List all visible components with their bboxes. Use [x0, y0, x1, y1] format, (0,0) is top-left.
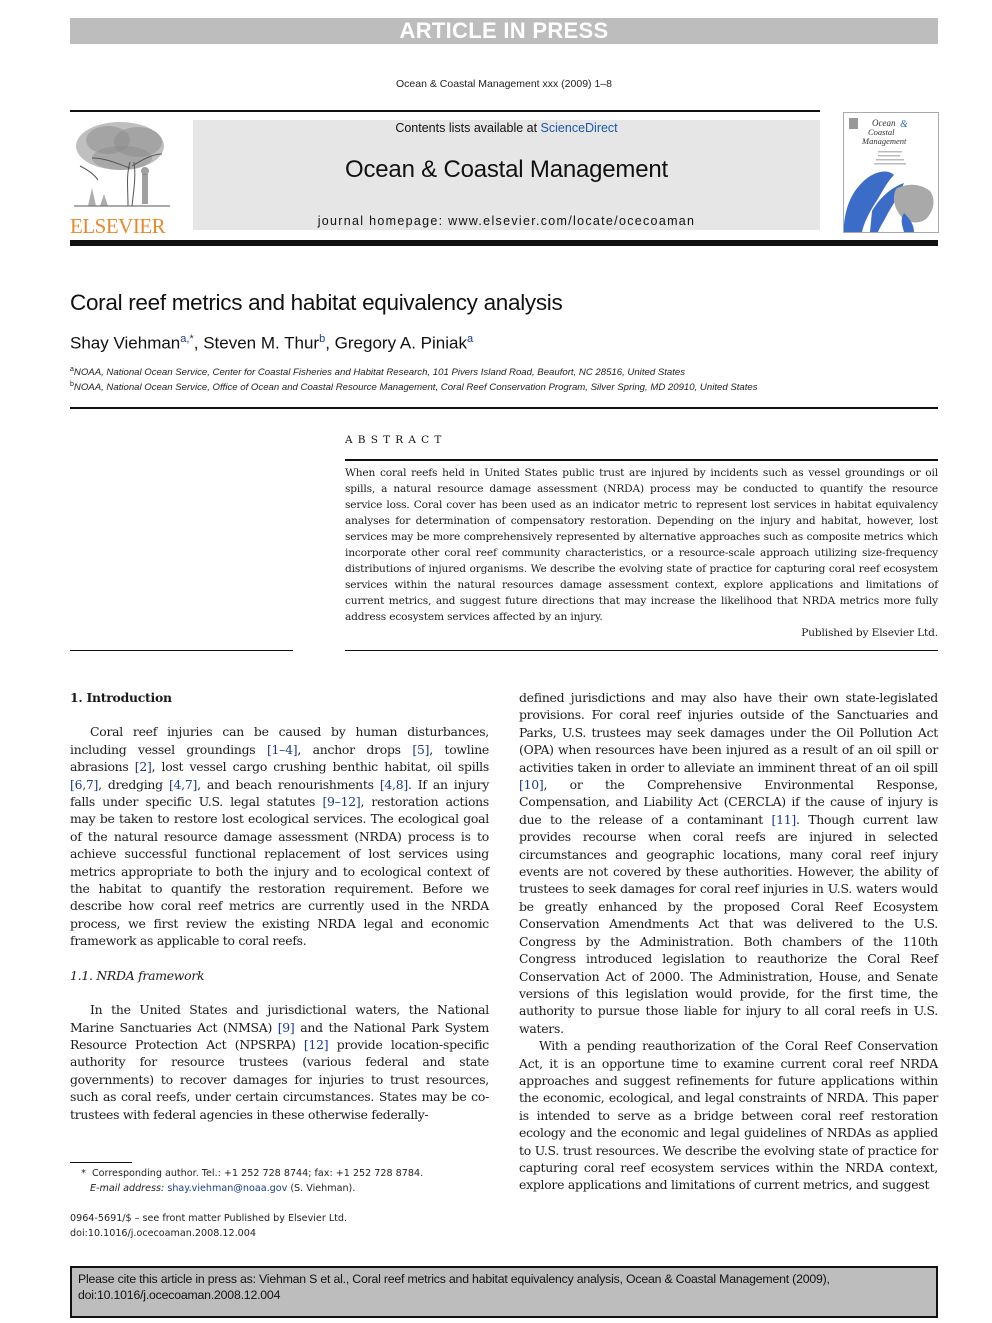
journal-reference: Ocean & Coastal Management xxx (2009) 1–8: [396, 78, 612, 90]
citation-link[interactable]: [2]: [134, 759, 152, 775]
svg-text:Management: Management: [862, 136, 907, 146]
email-suffix: (S. Viehman).: [287, 1183, 356, 1194]
affiliation-b: [70, 381, 758, 393]
journal-cover-thumbnail[interactable]: [843, 112, 939, 233]
article-in-press-banner: ARTICLE IN PRESS: [70, 18, 938, 44]
affiliation-text: NOAA, National Ocean Service, Office of Ocean and Coastal Resource Management, Coral Reef Conservation Program, Silver Spring, MD 20910, United States: [73, 382, 758, 394]
text-run: , or the Comprehensive Environmental Response, Compensation, and Liability Act (CERCLA) if the cause of injury is due to the release of a contaminant: [519, 777, 938, 827]
footnote-star: *: [81, 1168, 86, 1179]
contents-prefix: Contents lists available at: [395, 121, 541, 135]
citation-link[interactable]: [1–4]: [266, 741, 298, 757]
text-run: In the United States and jurisdictional waters, the National Marine Sanctuaries Act (NMSA): [70, 1002, 489, 1035]
citation-link[interactable]: [4,8]: [379, 776, 408, 792]
text-run: . If an injury falls under specific U.S. legal statutes: [70, 776, 489, 810]
citation-link[interactable]: [9–12]: [322, 794, 361, 810]
corresponding-author-footnote: [78, 1166, 423, 1196]
body-left-column: [70, 689, 489, 1123]
citation-link[interactable]: [12]: [303, 1036, 329, 1052]
affiliation-a: [70, 366, 685, 378]
affiliation-mark: a: [70, 366, 74, 373]
author-affiliation-marker[interactable]: b: [319, 333, 326, 345]
email-link[interactable]: shay.viehman@noaa.gov: [167, 1183, 288, 1194]
masthead-top-rule: [70, 110, 820, 112]
journal-homepage-link[interactable]: journal homepage: www.elsevier.com/locate/ocecoaman: [317, 214, 696, 228]
issn-line: 0964-5691/$ – see front matter Published by Elsevier Ltd.: [70, 1213, 348, 1224]
text-run: . Though current law provides recourse when coral reefs are injured in selected circumstances and geographic locations, many coral reef injury events are not covered by these authorities. However, the ability of trustees to seek damages for coral reef injuries in U.S. waters would be greatly enhanced by the proposed Coral Reef Ecosystem Conservation Amendments Act that was delivered to the U.S. Congress by the Administration. Both chambers of the 110th Congress introduced legislation to reauthorize the Coral Reef Conservation Act of 2000. The Administration, House, and Senate versions of this legislation would provide, for the first time, the authority to pursue those liable for injury to all coral reefs in U.S. waters.: [519, 811, 938, 1036]
citation-link[interactable]: [10]: [519, 777, 544, 793]
masthead-bottom-rule: [70, 240, 938, 246]
text-run: defined jurisdictions and may also have their own state-legislated provisions. For coral reef injuries outside of the Sanctuaries and Parks, U.S. trustees may seek damages under the Oil Pollution Act (OPA) when resources have been injured as a result of an oil spill or activities taken in order to alleviate an imminent threat of an oil spill: [519, 690, 938, 775]
author-name[interactable]: Gregory A. Piniak: [334, 333, 467, 353]
author-affiliation-marker[interactable]: a: [466, 333, 474, 345]
svg-text:&: &: [900, 119, 908, 130]
subsection-heading-nrda-framework: 1.1. NRDA framework: [70, 967, 205, 983]
corresponding-author-text: Corresponding author. Tel.: +1 252 728 8744; fax: +1 252 728 8784.: [91, 1168, 424, 1179]
affiliation-text: NOAA, National Ocean Service, Center for Coastal Fisheries and Habitat Research, 101 Pivers Island Road, Beaufort, NC 28516, United States: [73, 367, 686, 379]
elsevier-tree-icon: [70, 118, 172, 210]
author-name[interactable]: Shay Viehman: [70, 333, 181, 353]
text-run: , towline abrasions: [70, 741, 490, 775]
email-label: E-mail address:: [90, 1183, 165, 1194]
journal-cover-image-icon: [844, 113, 938, 232]
author-affiliation-marker[interactable]: a,*: [180, 333, 194, 345]
text-run: , restoration actions may be taken to restore lost ecological services. The ecological goal of the natural resource damage assessment (NRDA) process is to achieve successful functional replacement of lost services using metrics appropriate to both the injury and to ecological context of the habitat to quantify the restoration requirement. Before we describe how coral reef metrics are currently used in the NRDA process, we first review the existing NRDA legal and economic framework as applicable to coral reefs.: [70, 794, 489, 949]
author-separator: ,: [325, 333, 335, 353]
intro-paragraph: [70, 723, 489, 949]
author-name[interactable]: Steven M. Thur: [203, 333, 320, 353]
citation-link[interactable]: [4,7]: [168, 776, 198, 792]
text-run: , dredging: [98, 776, 169, 792]
text-run: and the National Park System Resource Protection Act (NPSRPA): [70, 1019, 489, 1052]
footnote-rule: [70, 1162, 132, 1163]
text-run: , anchor drops: [297, 741, 413, 757]
citation-link[interactable]: [6,7]: [70, 776, 99, 792]
abstract-body: [345, 465, 938, 641]
contents-available-line: [193, 121, 820, 135]
journal-name: Ocean & Coastal Management: [345, 156, 668, 183]
doi-line[interactable]: doi:10.1016/j.ocecoaman.2008.12.004: [70, 1228, 256, 1239]
abstract-bottom-rule: [345, 650, 938, 651]
section-heading-introduction: 1. Introduction: [70, 690, 172, 705]
elsevier-wordmark: ELSEVIER: [70, 214, 166, 238]
abstract-rule: [345, 459, 938, 461]
abstract-heading: ABSTRACT: [345, 434, 447, 446]
citation-notice-box: [70, 1266, 938, 1318]
author-list: [70, 333, 473, 354]
header-divider-rule: [70, 407, 938, 409]
nrda-paragraph-continued: [519, 689, 938, 1037]
abstract-publisher-note: Published by Elsevier Ltd.: [801, 627, 938, 639]
text-run: , and beach renourishments: [197, 776, 380, 792]
citation-notice-text: Please cite this article in press as: Viehman S et al., Coral reef metrics and habitat equivalency analysis, Ocean & Coastal Management (2009), doi:10.1016/j.ocecoaman.2008.12.004: [78, 1272, 830, 1302]
citation-link[interactable]: [5]: [412, 741, 430, 757]
body-right-column: [519, 689, 938, 1194]
elsevier-logo[interactable]: [70, 118, 172, 238]
sciencedirect-link[interactable]: ScienceDirect: [540, 121, 618, 135]
text-run: , lost vessel cargo crushing benthic habitat, oil spills: [151, 759, 489, 775]
abstract-text: When coral reefs held in United States public trust are injured by incidents such as vessel groundings or oil spills, a natural resource damage assessment (NRDA) process may be conducted to quantify the resource service loss. Coral cover has been used as an indicator metric to represent lost services in habitat equivalency analyses for determination of compensatory restoration. Depending on the injury and habitat, however, lost services may be more comprehensively represented by alternative approaches such as composite metrics which incorporate other coral reef community characteristics, or a resource-scale approach utilizing size-frequency distributions of injured organisms. We describe the evolving state of practice for capturing coral reef ecosystem services within the natural resources damage assessment context, explore applications and limitations of current metrics, and suggest future directions that may increase the likelihood that NRDA metrics more fully address ecosystem services affected by an injury.: [345, 467, 938, 623]
left-column-rule: [70, 650, 293, 651]
author-separator: ,: [193, 333, 204, 353]
affiliation-mark: b: [70, 381, 74, 388]
article-title: Coral reef metrics and habitat equivalency analysis: [70, 290, 563, 315]
issn-doi-block: [70, 1211, 347, 1241]
text-run: Coral reef injuries can be caused by human disturbances, including vessel groundings: [70, 724, 489, 757]
text-run: provide location-specific authority for resource trustees (various federal and state governments) to recover damages for injuries to trust resources, such as coral reefs, under certain circumstances. States may be co-trustees with federal agencies in these otherwise federally-: [70, 1036, 489, 1122]
citation-link[interactable]: [9]: [277, 1019, 295, 1035]
nrda-paragraph-start: [70, 1001, 489, 1123]
reauthorization-paragraph: With a pending reauthorization of the Coral Reef Conservation Act, it is an opportune time to examine current coral reef NRDA approaches and suggest refinements for future applications within the economic, ecological, and legal constraints of NRDA. This paper is intended to serve as a bridge between coral reef restoration ecology and the economic and legal guidelines of NRDAs as applied to U.S. trust resources. We describe the evolving state of practice for capturing coral reef ecosystem services within the NRDA context, explore applications and limitations of current metrics, and suggest: [519, 1038, 938, 1193]
svg-text:Coastal: Coastal: [868, 127, 895, 137]
journal-masthead: [193, 120, 820, 230]
svg-text:Ocean: Ocean: [872, 118, 896, 128]
citation-link[interactable]: [11]: [771, 811, 796, 827]
